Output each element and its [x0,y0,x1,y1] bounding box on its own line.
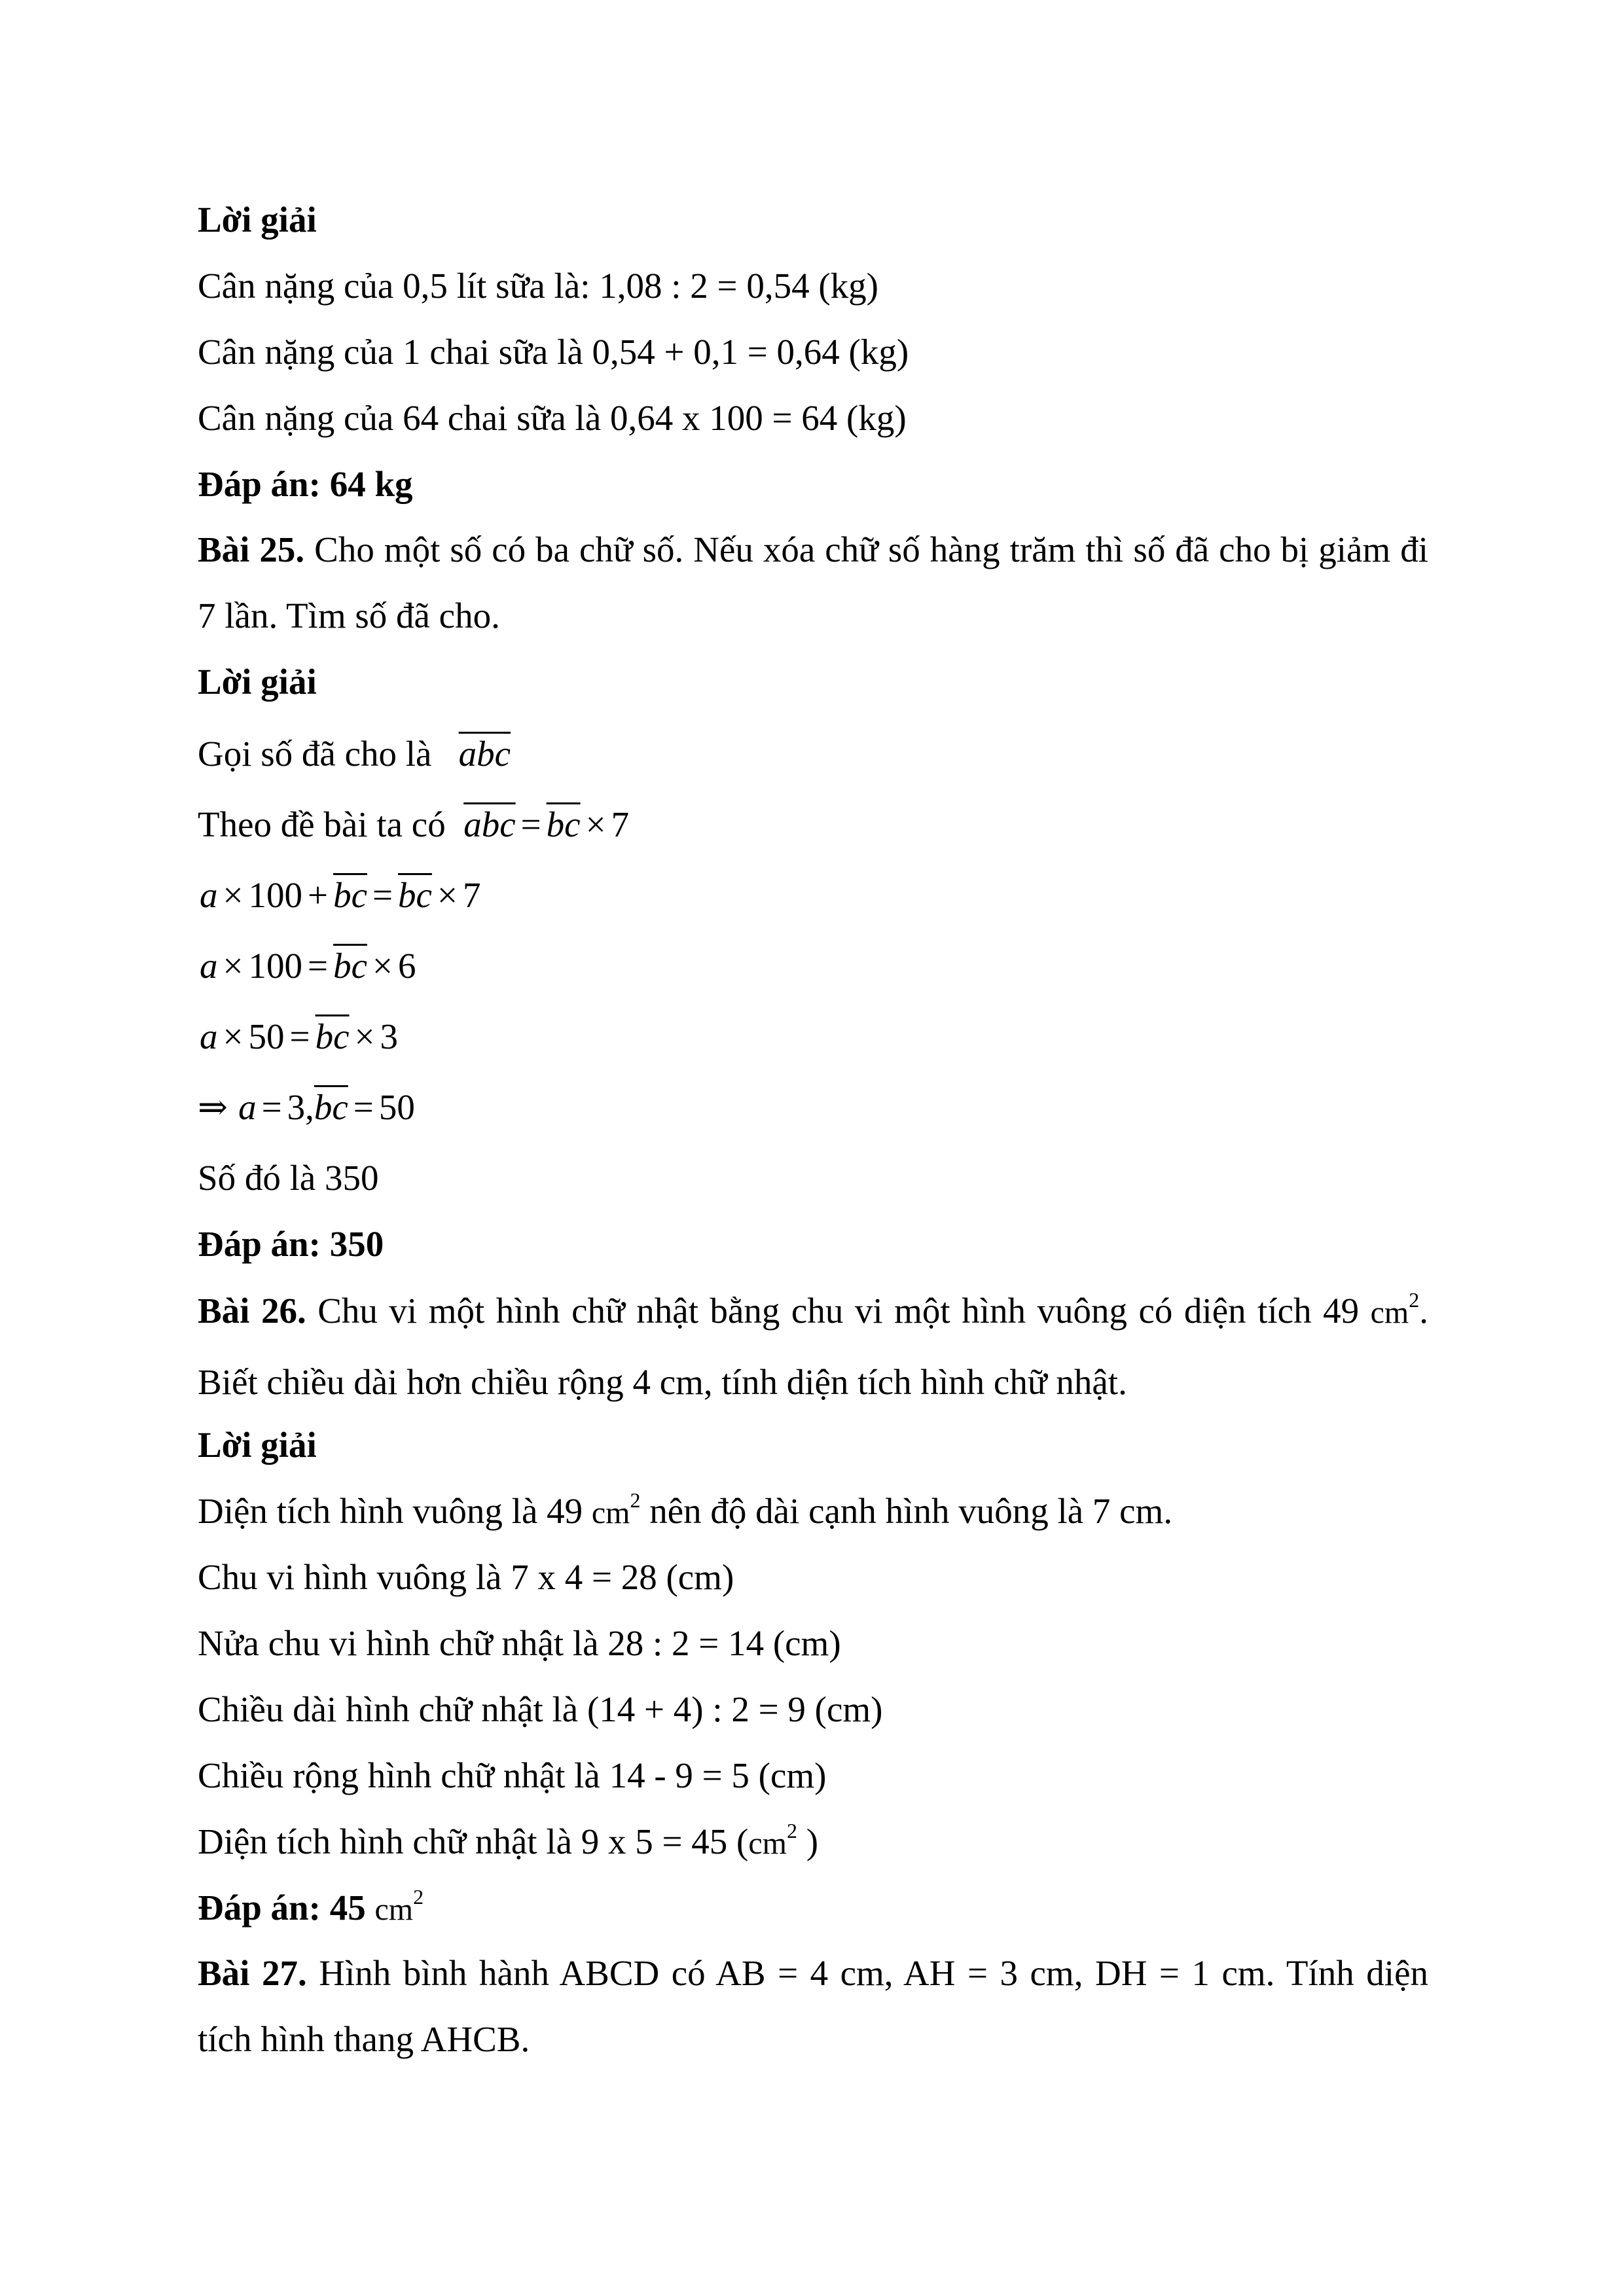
solution-25-line-2: Theo đề bài ta có $\overline{abc} = \overline{bc} \times 7$ [198,804,630,844]
problem-26-label: Bài 26. [198,1291,306,1331]
answer-25: Đáp án: 350 [198,1224,384,1264]
problem-25-label: Bài 25. [198,529,305,569]
equation-25-step-1: $a \times 100 + \overline{bc} = \overline{bc} \times 7$ [200,875,481,915]
solution-heading-26: Lời giải [198,1425,317,1465]
problem-27-label: Bài 27. [198,1953,307,1993]
equation-25-result: ⇒ $a = 3,\overline{bc} = 50$ [198,1087,415,1127]
solution-26-line-6: Diện tích hình chữ nhật là 9 x 5 = 45 ($cm^2$ ) [198,1819,819,1861]
solution-26-line-2: Chu vi hình vuông là 7 x 4 = 28 (cm) [198,1557,734,1597]
answer-26: Đáp án: 45 $cm^2$ [198,1885,424,1928]
solution-26-line-4: Chiều dài hình chữ nhật là (14 + 4) : 2 = 9 (cm) [198,1689,883,1729]
solution-26-line-5: Chiều rộng hình chữ nhật là 14 - 9 = 5 (cm) [198,1755,827,1795]
solution-24-line-3: Cân nặng của 64 chai sữa là 0,64 x 100 = 64 (kg) [198,398,907,438]
problem-27 [198,1940,1428,2072]
problem-27-text: Hình bình hành ABCD có AB = 4 cm, AH = 3 cm, DH = 1 cm. Tính diện tích hình thang AHCB. [198,1953,1429,2059]
problem-25 [198,516,1428,649]
equation-25-step-3: $a \times 50 = \overline{bc} \times 3$ [200,1016,399,1056]
solution-26-line-1: Diện tích hình vuông là 49 $cm^2$ nên độ dài cạnh hình vuông là 7 cm. [198,1488,1173,1531]
solution-26-line-3: Nửa chu vi hình chữ nhật là 28 : 2 = 14 (cm) [198,1623,841,1663]
equation-25-step-2: $a \times 100 = \overline{bc} \times 6$ [200,946,416,986]
implies-symbol: ⇒ [198,1087,228,1127]
problem-26: Bài 26. Chu vi một hình chữ nhật bằng chu vi một hình vuông có diện tích 49 $cm^2$. Biết chiều dài hơn chiều rộng 4 cm, tính diện tích hình chữ nhật. [198,1288,1429,1402]
solution-24-line-1: Cân nặng của 0,5 lít sữa là: 1,08 : 2 = 0,54 (kg) [198,266,878,306]
problem-25-text: Cho một số có ba chữ số. Nếu xóa chữ số hàng trăm thì số đã cho bị giảm đi 7 lần. Tìm số đã cho. [198,529,1428,636]
solution-25-line-1: Gọi số đã cho là $\overline{abc}$ [198,734,511,774]
solution-24-line-2: Cân nặng của 1 chai sữa là 0,54 + 0,1 = 0,64 (kg) [198,332,909,372]
math-abc: $\overline{abc}$ [458,734,511,774]
solution-heading-25: Lời giải [198,662,317,702]
solution-heading-24: Lời giải [198,200,317,240]
solution-25-conclusion: Số đó là 350 [198,1158,379,1198]
answer-24: Đáp án: 64 kg [198,464,413,504]
